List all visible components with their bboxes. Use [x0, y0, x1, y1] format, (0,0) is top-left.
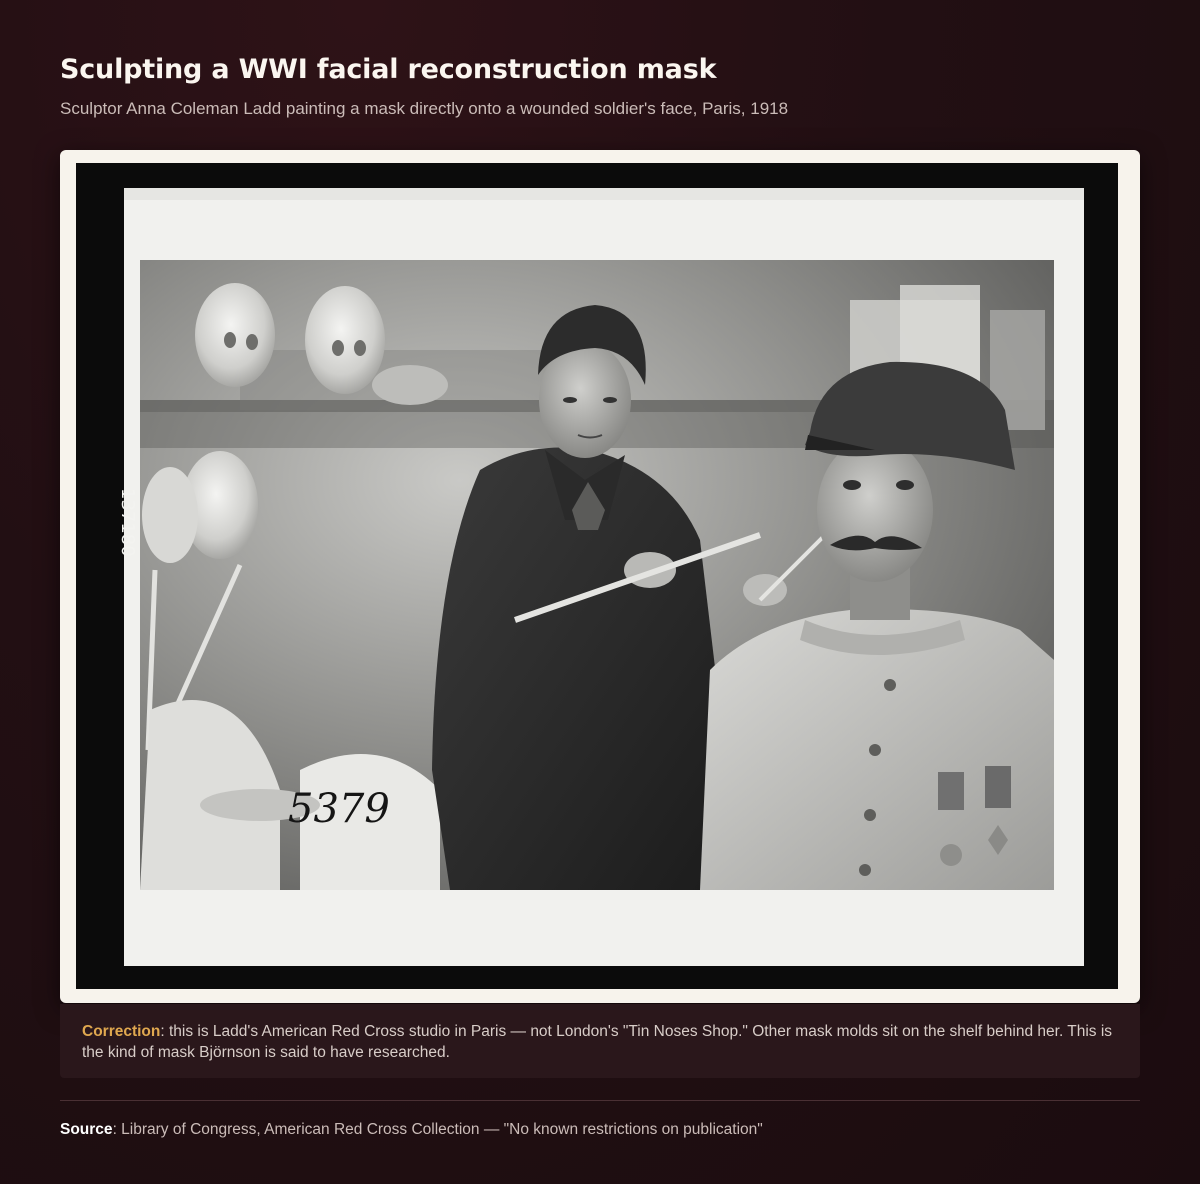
source-line — [60, 1121, 763, 1139]
historical-photo — [60, 150, 1140, 1003]
source-text: : Library of Congress, American Red Cross Collection — "No known restrictions on publication" — [112, 1121, 763, 1138]
correction-label: Correction — [82, 1023, 161, 1040]
page-subtitle: Sculptor Anna Coleman Ladd painting a mask directly onto a wounded soldier's face, Paris, 1918 — [60, 99, 789, 118]
correction-caption — [60, 1004, 1140, 1078]
plate-number-text: 5379 — [288, 786, 390, 832]
correction-text: : this is Ladd's American Red Cross studio in Paris — not London's "Tin Noses Shop." Other mask molds sit on the shelf behind her. This is the kind of mask Björnson is said to have researched. — [82, 1023, 1113, 1061]
source-label: Source — [60, 1121, 113, 1138]
page-title: Sculpting a WWI facial reconstruction mask — [60, 54, 717, 85]
margin-number-text: 137180 — [117, 488, 138, 557]
footer-divider — [60, 1100, 1140, 1101]
